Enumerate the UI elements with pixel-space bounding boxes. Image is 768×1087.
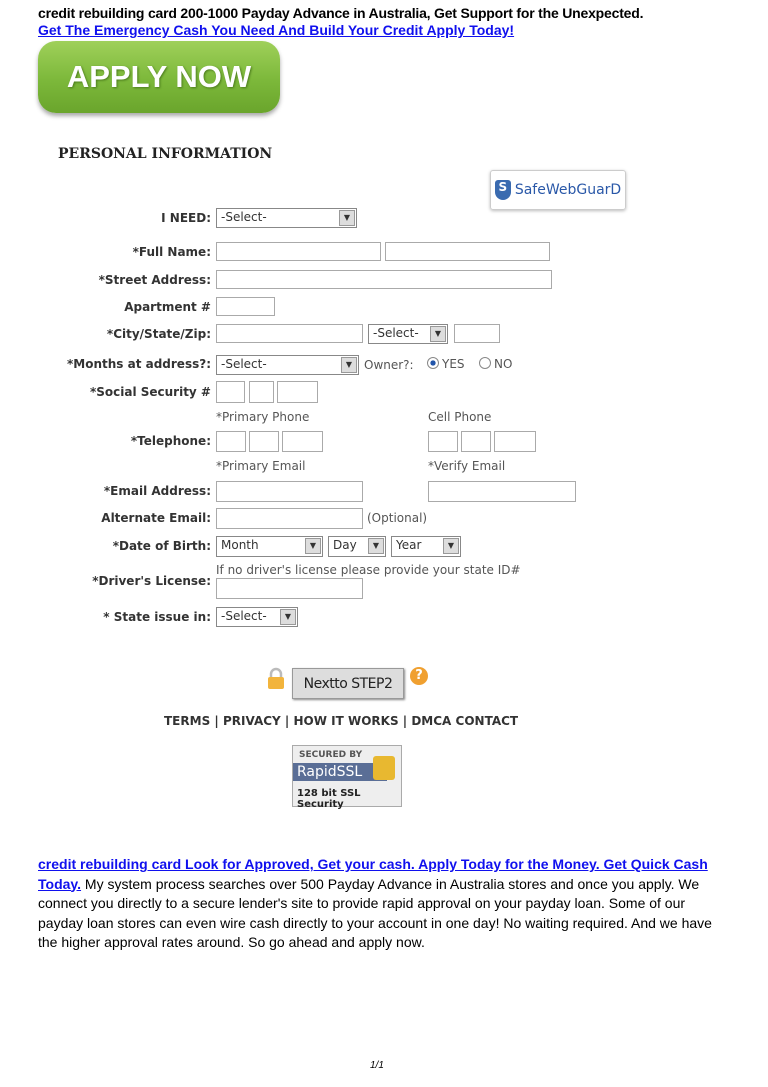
ssn-label: *Social Security # xyxy=(89,385,211,399)
dob-label: *Date of Birth: xyxy=(112,539,211,553)
phone-line-input[interactable] xyxy=(282,431,323,452)
radio-icon xyxy=(479,357,491,369)
owner-yes-radio[interactable] xyxy=(427,357,465,371)
page-number: 1/1 xyxy=(370,1060,384,1071)
privacy-link[interactable]: PRIVACY xyxy=(222,714,281,728)
select-value: Day xyxy=(333,538,357,552)
lock-icon xyxy=(265,667,287,689)
how-it-works-link[interactable]: HOW IT WORKS xyxy=(293,714,399,728)
primary-email-label: *Primary Email xyxy=(216,459,306,473)
phone-area-input[interactable] xyxy=(216,431,246,452)
state-select[interactable] xyxy=(368,324,448,344)
chevron-down-icon: ▼ xyxy=(280,609,296,625)
select-value: -Select- xyxy=(221,609,267,623)
months-label: *Months at address?: xyxy=(67,357,211,371)
apartment-label: Apartment # xyxy=(124,300,211,314)
phone-prefix-input[interactable] xyxy=(249,431,279,452)
dob-day-select[interactable] xyxy=(328,536,386,557)
ssl-secured-by: SECURED BY xyxy=(299,750,363,760)
city-input[interactable] xyxy=(216,324,363,343)
body-link[interactable]: credit rebuilding card Look for Approved, Get your cash. Apply Today for the Money. Get Quick Cash Today. xyxy=(38,856,708,892)
cell-phone-label: Cell Phone xyxy=(428,410,492,424)
cell-area-input[interactable] xyxy=(428,431,458,452)
last-name-input[interactable] xyxy=(385,242,550,261)
body-text: My system process searches over 500 Payday Advance in Australia stores and once you apply. We connect you directly to a secure lender's site to provide rapid approval on your payday loan. Some of our payday loan stores can even wire cash directly to your account in one day! No waiting required. And we have the higher approval rates around. So go ahead and apply now. xyxy=(38,875,712,950)
ssn-part2-input[interactable] xyxy=(249,381,274,403)
ssn-part3-input[interactable] xyxy=(277,381,318,403)
optional-label: (Optional) xyxy=(367,511,428,525)
owner-label: Owner?: xyxy=(364,358,414,372)
email-input[interactable] xyxy=(216,481,363,502)
yes-label: YES xyxy=(442,357,465,371)
full-name-label: *Full Name: xyxy=(132,245,211,259)
body-paragraph xyxy=(38,855,728,953)
select-value: Month xyxy=(221,538,259,552)
page-title: credit rebuilding card 200-1000 Payday Advance in Australia, Get Support for the Unexpected. xyxy=(38,5,644,21)
first-name-input[interactable] xyxy=(216,242,381,261)
apartment-input[interactable] xyxy=(216,297,275,316)
i-need-label: I NEED: xyxy=(161,211,211,225)
license-input[interactable] xyxy=(216,578,363,599)
months-select[interactable] xyxy=(216,355,359,375)
select-value: Year xyxy=(396,538,422,552)
street-label: *Street Address: xyxy=(98,273,211,287)
chevron-down-icon: ▼ xyxy=(339,210,355,226)
alt-email-label: Alternate Email: xyxy=(101,511,211,525)
chevron-down-icon: ▼ xyxy=(430,326,446,342)
select-value: -Select- xyxy=(221,357,267,371)
safewebguard-badge xyxy=(490,170,626,210)
city-label: *City/State/Zip: xyxy=(106,327,211,341)
select-value: -Select- xyxy=(373,326,419,340)
alt-email-input[interactable] xyxy=(216,508,363,529)
no-label: NO xyxy=(494,357,513,371)
help-icon[interactable]: ? xyxy=(410,667,428,685)
apply-today-link[interactable]: Get The Emergency Cash You Need And Build Your Credit Apply Today! xyxy=(38,22,515,38)
chevron-down-icon: ▼ xyxy=(305,538,321,554)
ssl-brand: RapidSSL xyxy=(293,763,387,781)
rapidssl-badge xyxy=(292,745,402,810)
padlock-icon xyxy=(373,756,395,780)
apply-now-button[interactable]: APPLY NOW xyxy=(38,41,280,113)
i-need-select[interactable] xyxy=(216,208,357,228)
dmca-contact-link[interactable]: DMCA CONTACT xyxy=(411,714,519,728)
badge-text: SafeWebGuarD xyxy=(514,182,622,198)
section-title: PERSONAL INFORMATION xyxy=(58,146,273,162)
owner-no-radio[interactable] xyxy=(479,357,512,371)
terms-link[interactable]: TERMS xyxy=(164,714,211,728)
chevron-down-icon: ▼ xyxy=(341,357,357,373)
license-hint: If no driver's license please provide your state ID# xyxy=(216,563,521,577)
license-label: *Driver's License: xyxy=(92,574,211,588)
select-value: -Select- xyxy=(221,210,267,224)
dob-month-select[interactable] xyxy=(216,536,323,557)
ssn-part1-input[interactable] xyxy=(216,381,245,403)
zip-input[interactable] xyxy=(454,324,500,343)
primary-phone-label: *Primary Phone xyxy=(216,410,310,424)
telephone-label: *Telephone: xyxy=(130,434,211,448)
state-issue-label: * State issue in: xyxy=(103,610,211,624)
state-issue-select[interactable] xyxy=(216,607,298,627)
next-step2-button[interactable]: Nextto STEP2 xyxy=(292,668,404,699)
shield-icon: S xyxy=(495,180,511,200)
footer-links: TERMS | PRIVACY | HOW IT WORKS | DMCA CONTACT xyxy=(164,714,519,728)
cell-line-input[interactable] xyxy=(494,431,536,452)
verify-email-input[interactable] xyxy=(428,481,576,502)
chevron-down-icon: ▼ xyxy=(443,538,459,554)
street-input[interactable] xyxy=(216,270,552,289)
ssl-strength: 128 bit SSL Security xyxy=(297,788,361,810)
verify-email-label: *Verify Email xyxy=(428,459,506,473)
radio-selected-icon xyxy=(427,357,439,369)
dob-year-select[interactable] xyxy=(391,536,461,557)
cell-prefix-input[interactable] xyxy=(461,431,491,452)
email-label: *Email Address: xyxy=(103,484,211,498)
chevron-down-icon: ▼ xyxy=(368,538,384,554)
